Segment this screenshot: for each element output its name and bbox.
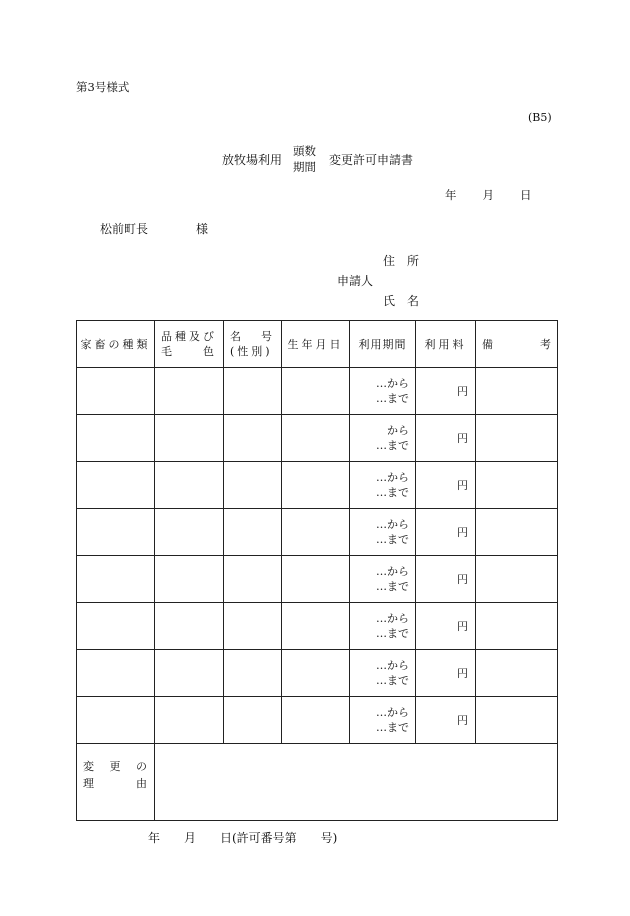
cell-remarks[interactable]	[476, 368, 558, 415]
header-usage-fee: 利用料	[416, 321, 476, 368]
cell-livestock-type[interactable]	[77, 603, 155, 650]
cell-livestock-type[interactable]	[77, 368, 155, 415]
period-to: …まで	[376, 533, 409, 546]
cell-breed[interactable]	[155, 368, 224, 415]
period-from: …から	[376, 659, 409, 672]
reason-char: 由	[136, 777, 147, 790]
header-breed-color	[155, 321, 224, 368]
period-from: …から	[376, 565, 409, 578]
cell-remarks[interactable]	[476, 462, 558, 509]
header-breed-line1: 品種及び	[161, 330, 217, 343]
cell-remarks[interactable]	[476, 415, 558, 462]
date-month: 月	[482, 188, 494, 202]
yen-unit: 円	[457, 573, 468, 586]
table-header-row	[77, 321, 558, 368]
permit-number-line: 年 月 日(許可番号第 号)	[148, 831, 338, 845]
cell-remarks[interactable]	[476, 603, 558, 650]
cell-livestock-type[interactable]	[77, 650, 155, 697]
header-livestock-type: 家畜の種類	[77, 321, 155, 368]
reason-char: 変	[83, 760, 94, 773]
cell-period[interactable]	[350, 368, 416, 415]
title-options	[293, 143, 316, 175]
applicant-label: 申請人	[337, 274, 374, 288]
header-breed-color-word: 色	[203, 345, 217, 358]
title-suffix: 変更許可申請書	[329, 153, 414, 167]
cell-breed[interactable]	[155, 650, 224, 697]
period-from: …から	[376, 471, 409, 484]
header-breed-hair: 毛	[161, 345, 175, 358]
reason-label-line2	[83, 775, 147, 792]
yen-unit: 円	[457, 667, 468, 680]
table-row	[77, 650, 558, 697]
cell-fee[interactable]	[416, 415, 476, 462]
cell-breed[interactable]	[155, 697, 224, 744]
period-to: …まで	[376, 627, 409, 640]
cell-birth-date[interactable]	[282, 368, 350, 415]
cell-remarks[interactable]	[476, 509, 558, 556]
name-label: 氏名	[383, 294, 432, 308]
header-sex: (性別)	[230, 345, 273, 358]
cell-birth-date[interactable]	[282, 603, 350, 650]
cell-fee[interactable]	[416, 650, 476, 697]
cell-name[interactable]	[224, 650, 282, 697]
header-name-line1	[230, 329, 281, 344]
cell-breed[interactable]	[155, 556, 224, 603]
cell-breed[interactable]	[155, 509, 224, 556]
cell-birth-date[interactable]	[282, 697, 350, 744]
period-from: …から	[376, 706, 409, 719]
cell-name[interactable]	[224, 509, 282, 556]
paper-size-label: (B5)	[528, 111, 552, 124]
cell-livestock-type[interactable]	[77, 556, 155, 603]
reason-row	[77, 744, 558, 821]
cell-period[interactable]	[350, 462, 416, 509]
cell-birth-date[interactable]	[282, 650, 350, 697]
period-to: …まで	[376, 721, 409, 734]
cell-birth-date[interactable]	[282, 509, 350, 556]
cell-period[interactable]	[350, 650, 416, 697]
cell-name[interactable]	[224, 368, 282, 415]
header-name-a: 名	[230, 330, 244, 343]
table-row	[77, 697, 558, 744]
yen-unit: 円	[457, 432, 468, 445]
header-name-b: 号	[261, 330, 275, 343]
period-from: …から	[376, 377, 409, 390]
cell-birth-date[interactable]	[282, 415, 350, 462]
cell-name[interactable]	[224, 603, 282, 650]
cell-fee[interactable]	[416, 462, 476, 509]
yen-unit: 円	[457, 385, 468, 398]
cell-livestock-type[interactable]	[77, 462, 155, 509]
yen-unit: 円	[457, 714, 468, 727]
cell-fee[interactable]	[416, 556, 476, 603]
table-row	[77, 368, 558, 415]
title-option-head-count: 頭数	[293, 144, 316, 158]
cell-livestock-type[interactable]	[77, 697, 155, 744]
cell-birth-date[interactable]	[282, 556, 350, 603]
header-breed-line2	[161, 344, 223, 359]
cell-remarks[interactable]	[476, 697, 558, 744]
cell-remarks[interactable]	[476, 650, 558, 697]
reason-char: 理	[83, 777, 94, 790]
date-line	[445, 187, 532, 203]
date-year: 年	[445, 188, 457, 202]
period-from: …から	[376, 518, 409, 531]
reason-label	[77, 744, 155, 821]
reason-char: の	[136, 760, 147, 773]
period-from: …から	[376, 612, 409, 625]
header-remarks	[476, 321, 558, 368]
cell-period[interactable]	[350, 697, 416, 744]
addressee-honorific: 様	[196, 222, 209, 236]
reason-input-cell[interactable]	[155, 744, 558, 821]
reason-char: 更	[109, 760, 121, 773]
period-to: …まで	[376, 392, 409, 405]
cell-name[interactable]	[224, 415, 282, 462]
period-to: …まで	[376, 580, 409, 593]
cell-livestock-type[interactable]	[77, 415, 155, 462]
header-usage-period: 利用期間	[350, 321, 416, 368]
cell-period[interactable]	[350, 603, 416, 650]
cell-period[interactable]	[350, 415, 416, 462]
livestock-table	[76, 320, 558, 821]
yen-unit: 円	[457, 479, 468, 492]
table-row	[77, 462, 558, 509]
header-birth-date: 生年月日	[282, 321, 350, 368]
period-to: …まで	[376, 439, 409, 452]
table-row	[77, 509, 558, 556]
header-remarks-a: 備	[482, 338, 493, 351]
address-label: 住所	[383, 254, 432, 268]
period-to: …まで	[376, 486, 409, 499]
date-day: 日	[520, 188, 532, 202]
cell-name[interactable]	[224, 697, 282, 744]
table-row	[77, 415, 558, 462]
cell-name[interactable]	[224, 462, 282, 509]
reason-label-line1	[83, 758, 147, 775]
cell-fee[interactable]	[416, 509, 476, 556]
cell-fee[interactable]	[416, 697, 476, 744]
cell-name[interactable]	[224, 556, 282, 603]
form-number: 第3号様式	[76, 80, 130, 94]
yen-unit: 円	[457, 620, 468, 633]
table-row	[77, 556, 558, 603]
cell-livestock-type[interactable]	[77, 509, 155, 556]
period-to: …まで	[376, 674, 409, 687]
cell-breed[interactable]	[155, 603, 224, 650]
cell-fee[interactable]	[416, 603, 476, 650]
addressee-name: 松前町長	[100, 222, 149, 236]
header-remarks-b: 考	[540, 338, 551, 351]
cell-breed[interactable]	[155, 462, 224, 509]
cell-birth-date[interactable]	[282, 462, 350, 509]
cell-period[interactable]	[350, 509, 416, 556]
cell-remarks[interactable]	[476, 556, 558, 603]
period-from: から	[387, 424, 409, 437]
yen-unit: 円	[457, 526, 468, 539]
cell-period[interactable]	[350, 556, 416, 603]
header-name-sex	[224, 321, 282, 368]
cell-fee[interactable]	[416, 368, 476, 415]
table-row	[77, 603, 558, 650]
title-option-period: 期間	[293, 160, 316, 174]
cell-breed[interactable]	[155, 415, 224, 462]
title-prefix: 放牧場利用	[222, 153, 283, 167]
